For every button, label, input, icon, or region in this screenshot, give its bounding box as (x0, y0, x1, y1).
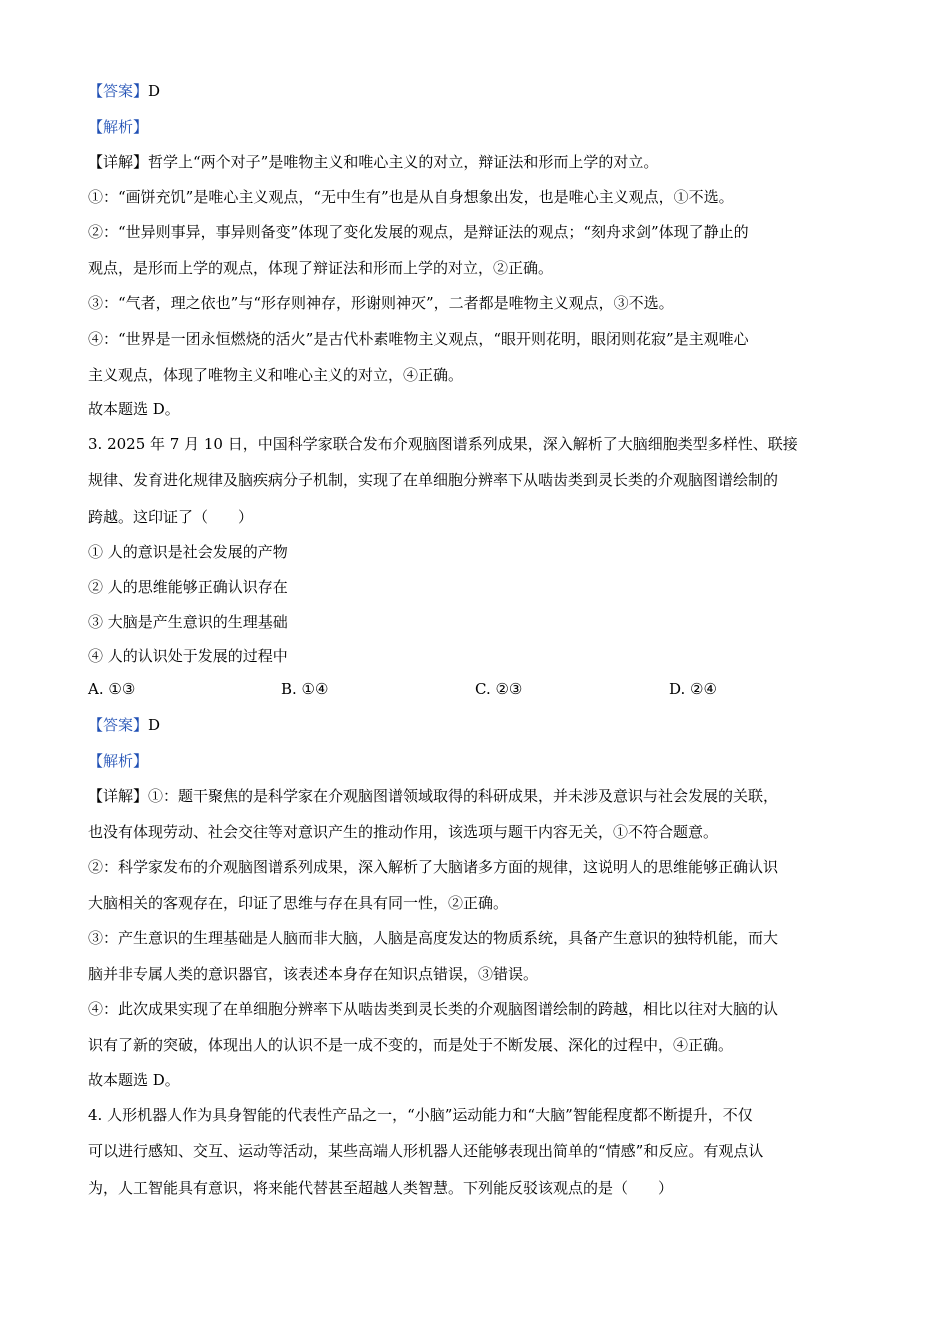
q2-paragraph-4b: 主义观点，体现了唯物主义和唯心主义的对立，④正确。 (88, 366, 464, 384)
q3-stem-b: 规律、发育进化规律及脑疾病分子机制，实现了在单细胞分辨率下从啮齿类到灵长类的介观脑图谱绘制的 (88, 471, 779, 489)
detail-text: 哲学上“两个对子”是唯物主义和唯心主义的对立，辩证法和形而上学的对立。 (148, 153, 659, 171)
q2-paragraph-1: ①：“画饼充饥”是唯心主义观点，“无中生有”也是从自身想象出发，也是唯心主义观点，①不选。 (88, 188, 734, 206)
q2-paragraph-2b: 观点，是形而上学的观点，体现了辩证法和形而上学的对立，②正确。 (88, 259, 554, 277)
q4-stem-b: 可以进行感知、交互、运动等活动，某些高端人形机器人还能够表现出简单的“情感”和反应。有观点认 (88, 1142, 764, 1160)
q3-item-3: ③ 大脑是产生意识的生理基础 (88, 613, 288, 631)
q3-detail-3a: ③：产生意识的生理基础是人脑而非大脑，人脑是高度发达的物质系统，具备产生意识的独特机能，而大 (88, 929, 779, 947)
detail-label: 【详解】 (88, 153, 149, 171)
detail-text: ①：题干聚焦的是科学家在介观脑图谱领域取得的科研成果，并未涉及意识与社会发展的关联， (148, 787, 779, 805)
q3-option-c: C. ②③ (475, 680, 523, 698)
q3-stem-c: 跨越。这印证了（ ） (88, 508, 254, 526)
q3-detail-4b: 识有了新的突破，体现出人的认识不是一成不变的，而是处于不断发展、深化的过程中，④正确。 (88, 1036, 734, 1054)
q3-item-1: ① 人的意识是社会发展的产物 (88, 543, 288, 561)
q3-item-2: ② 人的思维能够正确认识存在 (88, 578, 288, 596)
q3-analysis-label: 【解析】 (88, 752, 149, 770)
q2-paragraph-4a: ④：“世界是一团永恒燃烧的活火”是古代朴素唯物主义观点，“眼开则花明，眼闭则花寂”是主观唯心 (88, 330, 749, 348)
q2-paragraph-3: ③：“气者，理之依也”与“形存则神存，形谢则神灭”，二者都是唯物主义观点，③不选。 (88, 294, 674, 312)
q4-stem-c: 为，人工智能具有意识，将来能代替甚至超越人类智慧。下列能反驳该观点的是（ ） (88, 1179, 674, 1197)
q2-detail (88, 151, 868, 173)
answer-value: D (148, 82, 161, 100)
q2-paragraph-2a: ②：“世异则事异，事异则备变”体现了变化发展的观点，是辩证法的观点；“刻舟求剑”体现了静止的 (88, 223, 749, 241)
q3-answer (88, 714, 868, 736)
answer-label: 【答案】 (88, 716, 149, 734)
q3-detail-4a: ④：此次成果实现了在单细胞分辨率下从啮齿类到灵长类的介观脑图谱绘制的跨越，相比以往对大脑的认 (88, 1000, 779, 1018)
q2-answer (88, 80, 868, 102)
answer-label: 【答案】 (88, 82, 149, 100)
q2-analysis-label: 【解析】 (88, 118, 149, 136)
q3-conclusion: 故本题选 D。 (88, 1071, 180, 1089)
q3-detail-1b: 也没有体现劳动、社会交往等对意识产生的推动作用，该选项与题干内容无关，①不符合题意。 (88, 823, 719, 841)
q3-detail-1a (88, 785, 868, 807)
q3-stem-a: 3. 2025 年 7 月 10 日，中国科学家联合发布介观脑图谱系列成果，深入解析了大脑细胞类型多样性、联接 (88, 435, 798, 453)
q3-option-d: D. ②④ (669, 680, 717, 698)
q3-option-a: A. ①③ (88, 680, 136, 698)
q3-option-b: B. ①④ (281, 680, 329, 698)
detail-label: 【详解】 (88, 787, 149, 805)
q3-item-4: ④ 人的认识处于发展的过程中 (88, 647, 288, 665)
q4-stem-a: 4. 人形机器人作为具身智能的代表性产品之一，“小脑”运动能力和“大脑”智能程度都不断提升，不仅 (88, 1106, 753, 1124)
q2-conclusion: 故本题选 D。 (88, 400, 180, 418)
q3-detail-2b: 大脑相关的客观存在，印证了思维与存在具有同一性，②正确。 (88, 894, 509, 912)
q3-detail-2a: ②：科学家发布的介观脑图谱系列成果，深入解析了大脑诸多方面的规律，这说明人的思维能够正确认识 (88, 858, 779, 876)
q3-detail-3b: 脑并非专属人类的意识器官，该表述本身存在知识点错误，③错误。 (88, 965, 539, 983)
answer-value: D (148, 716, 161, 734)
